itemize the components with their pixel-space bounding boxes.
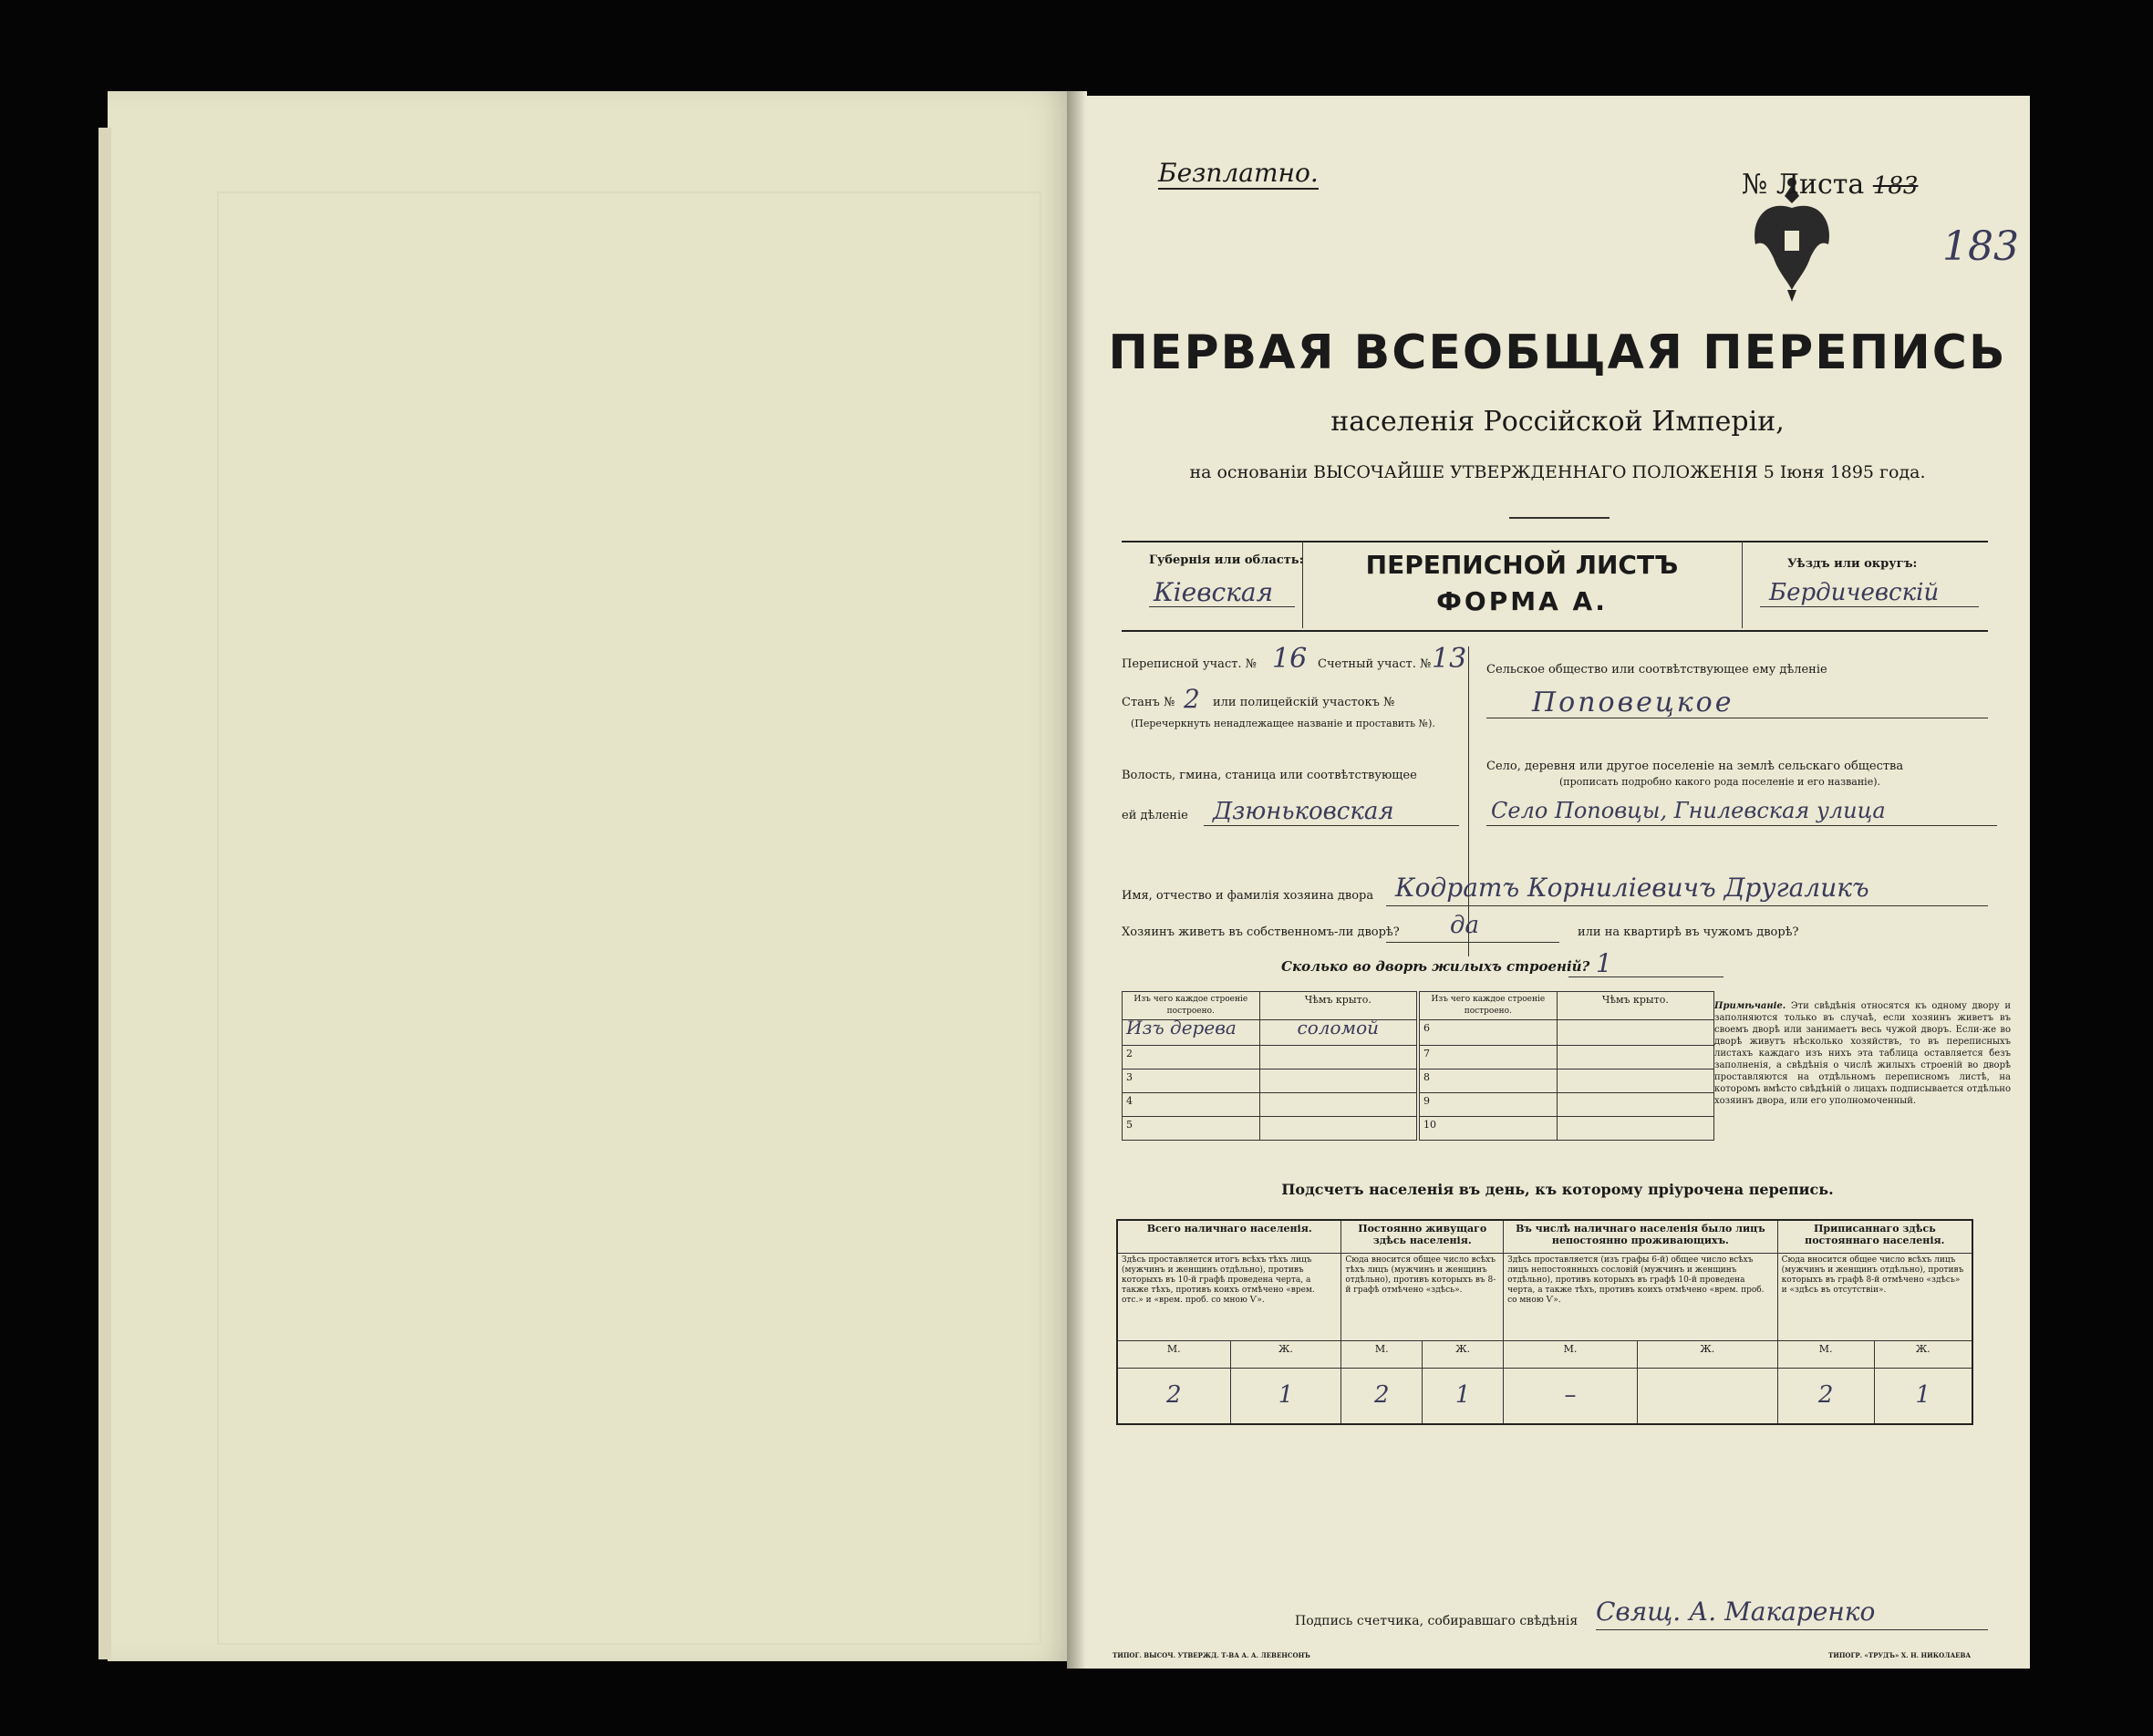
buildings-label: Сколько во дворѣ жилыхъ строеній? bbox=[1281, 958, 1590, 975]
permanent-female-value: 1 bbox=[1423, 1368, 1504, 1424]
signature-label: Подпись счетчика, собиравшаго свѣдѣнія bbox=[1295, 1614, 1579, 1628]
remark-label: Примѣчаніе. bbox=[1714, 1001, 1786, 1011]
remark-text: Эти свѣдѣнія относятся къ одному двору и заполняются только въ случаѣ, если хозяинъ живетъ въ своемъ дворѣ или занимаетъ весь чужой дворъ. Если-же во дворѣ живутъ нѣсколько хозяйствъ, то въ переписныхъ листахъ каждаго изъ нихъ эта таблица оставляется безъ заполненія, а свѣдѣнія о числѣ жилыхъ строеній во дворѣ проставляются на отдѣльномъ переписномъ листѣ, на которомъ вмѣсто свѣдѣній о лицахъ подписывается отдѣльно хозяинъ двора, или его уполномоченный. bbox=[1714, 1001, 2011, 1106]
registered-male-value: 2 bbox=[1777, 1368, 1874, 1424]
transient-male-value: – bbox=[1504, 1368, 1638, 1424]
society-value: Поповецкое bbox=[1532, 687, 1734, 718]
transient-female-value bbox=[1638, 1368, 1778, 1424]
main-title: ПЕРВАЯ ВСЕОБЩАЯ ПЕРЕПИСЬ bbox=[1108, 326, 2007, 380]
count-section-value: 13 bbox=[1432, 643, 1467, 675]
population-summary-table bbox=[1116, 1219, 1973, 1425]
page-stack-edge bbox=[98, 128, 111, 1659]
district-value: Бердичевскій bbox=[1769, 579, 1940, 606]
female-header: Ж. bbox=[1230, 1340, 1341, 1368]
lives-own-value: да bbox=[1450, 912, 1479, 939]
male-header: М. bbox=[1341, 1340, 1423, 1368]
row-number-3: 3 bbox=[1123, 1070, 1260, 1093]
census-section-label: Переписной участ. № bbox=[1122, 657, 1257, 671]
summary-note-permanent: Сюда вносится общее число всѣхъ тѣхъ лицъ (мужчинъ и женщинъ отдѣльно), противъ которыхъ въ 8-й графѣ отмѣчено «здѣсь». bbox=[1341, 1253, 1504, 1340]
summary-col-transient: Въ числѣ наличнаго населенія было лицъ непостоянно проживающихъ. bbox=[1504, 1220, 1778, 1253]
legal-basis: на основаніи ВЫСОЧАЙШЕ УТВЕРЖДЕННАГО ПОЛОЖЕНІЯ 5 Іюня 1895 года. bbox=[1189, 462, 1926, 482]
row-number-4: 4 bbox=[1123, 1093, 1260, 1117]
form-name: ФОРМА А. bbox=[1436, 586, 1608, 616]
police-section-label: или полицейскій участокъ № bbox=[1213, 696, 1395, 709]
row-number-9: 9 bbox=[1418, 1093, 1557, 1117]
volost-label: Волость, гмина, станица или соотвѣтствующее bbox=[1122, 769, 1417, 782]
bleed-through-frame bbox=[217, 191, 1041, 1645]
province-value: Кіевская bbox=[1154, 577, 1274, 607]
society-label: Сельское общество или соотвѣтствующее ему дѣленіе bbox=[1486, 663, 1827, 677]
buildings-col-material-2: Изъ чего каждое строеніе построено. bbox=[1418, 992, 1557, 1020]
row-number-10: 10 bbox=[1418, 1117, 1557, 1141]
summary-note-transient: Здѣсь проставляется (изъ графы 6-й) общее число всѣхъ лицъ непостоянныхъ сословій (мужчинъ и женщинъ отдѣльно), противъ которыхъ въ графѣ 10-й проведена черта, а также тѣхъ, противъ коихъ отмѣчено «врем. проб. со мною Ѵ». bbox=[1504, 1253, 1778, 1340]
male-header: М. bbox=[1117, 1340, 1230, 1368]
count-section-label: Счетный участ. № bbox=[1318, 657, 1432, 671]
male-header: М. bbox=[1777, 1340, 1874, 1368]
female-header: Ж. bbox=[1638, 1340, 1778, 1368]
owner-value: Кодратъ Корниліевичъ Другаликъ bbox=[1395, 873, 1869, 903]
female-header: Ж. bbox=[1874, 1340, 1972, 1368]
present-male-value: 2 bbox=[1117, 1368, 1230, 1424]
cross-out-note: (Перечеркнуть ненадлежащее названіе и проставить №). bbox=[1131, 718, 1435, 729]
subtitle: населенія Россійской Имперіи, bbox=[1330, 406, 1785, 438]
free-label: Безплатно. bbox=[1158, 158, 1319, 188]
buildings-col-roof-2: Чѣмъ крыто. bbox=[1557, 992, 1713, 1020]
census-form-page bbox=[1085, 96, 2030, 1669]
row1-roof: соломой bbox=[1297, 1017, 1380, 1038]
summary-col-present: Всего наличнаго населенія. bbox=[1117, 1220, 1341, 1253]
female-header: Ж. bbox=[1423, 1340, 1504, 1368]
lives-rent-label: или на квартирѣ въ чужомъ дворѣ? bbox=[1578, 925, 1799, 939]
buildings-value: 1 bbox=[1596, 948, 1612, 978]
volost-label-2: ей дѣленіе bbox=[1122, 809, 1188, 822]
buildings-col-roof: Чѣмъ крыто. bbox=[1259, 992, 1418, 1020]
buildings-table bbox=[1122, 991, 1714, 1141]
left-imprint: ТИПОГ. ВЫСОЧ. УТВЕРЖД. Т-ВА А. А. ЛЕВЕНСОНЪ bbox=[1113, 1651, 1310, 1659]
right-imprint: ТИПОГР. «ТРУДЪ» Х. Н. НИКОЛАЕВА bbox=[1828, 1651, 1972, 1659]
summary-col-permanent: Постоянно живущаго здѣсь населенія. bbox=[1341, 1220, 1504, 1253]
summary-title: Подсчетъ населенія въ день, къ которому пріурочена перепись. bbox=[1281, 1181, 1834, 1198]
row-number-2: 2 bbox=[1123, 1046, 1260, 1070]
book-spine bbox=[1067, 91, 1087, 1669]
enumerator-signature: Свящ. А. Макаренко bbox=[1596, 1596, 1876, 1627]
present-female-value: 1 bbox=[1230, 1368, 1341, 1424]
stan-value: 2 bbox=[1184, 684, 1200, 714]
form-title: ПЕРЕПИСНОЙ ЛИСТЪ bbox=[1365, 550, 1679, 580]
volost-value: Дзюньковская bbox=[1213, 798, 1394, 825]
stan-label: Станъ № bbox=[1122, 696, 1175, 709]
summary-note-registered: Сюда вносится общее число всѣхъ лицъ (мужчинъ и женщинъ отдѣльно), противъ которыхъ въ графѣ 8-й отмѣчено «здѣсь» и «здѣсь въ отсутствіи». bbox=[1777, 1253, 1972, 1340]
sheet-number-handwritten: 183 bbox=[1942, 223, 2019, 270]
male-header: М. bbox=[1504, 1340, 1638, 1368]
registered-female-value: 1 bbox=[1874, 1368, 1972, 1424]
village-note: (прописать подробно какого рода поселеніе и его названіе). bbox=[1559, 776, 1880, 788]
row-number-7: 7 bbox=[1418, 1046, 1557, 1070]
province-label: Губернія или область: bbox=[1149, 553, 1304, 567]
remark-note bbox=[1714, 1000, 2011, 1107]
owner-label: Имя, отчество и фамилія хозяина двора bbox=[1122, 889, 1374, 903]
buildings-col-material: Изъ чего каждое строеніе построено. bbox=[1123, 992, 1260, 1020]
left-blank-page bbox=[108, 91, 1076, 1661]
village-label: Село, деревня или другое поселеніе на землѣ сельскаго общества bbox=[1486, 760, 1904, 773]
summary-col-registered: Приписаннаго здѣсь постояннаго населенія. bbox=[1777, 1220, 1972, 1253]
lives-own-label: Хозяинъ живетъ въ собственномъ-ли дворѣ? bbox=[1122, 925, 1400, 939]
district-label: Уѣздъ или округъ: bbox=[1787, 557, 1918, 571]
summary-note-present: Здѣсь проставляется итогъ всѣхъ тѣхъ лицъ (мужчинъ и женщинъ отдѣльно), противъ которыхъ въ 10-й графѣ проведена черта, а также тѣхъ, противъ коихъ отмѣчено «врем. отс.» и «врем. проб. со мною Ѵ». bbox=[1117, 1253, 1341, 1340]
row-number-5: 5 bbox=[1123, 1117, 1260, 1141]
row1-material: Изъ дерева bbox=[1126, 1017, 1237, 1038]
village-value: Село Поповцы, Гнилевская улица bbox=[1491, 798, 1886, 823]
row-number-6: 6 bbox=[1418, 1020, 1557, 1046]
sheet-number-label: № Листа 183 bbox=[1742, 169, 1919, 201]
permanent-male-value: 2 bbox=[1341, 1368, 1423, 1424]
ornament-divider bbox=[1509, 517, 1610, 519]
row-number-8: 8 bbox=[1418, 1070, 1557, 1093]
census-section-value: 16 bbox=[1272, 643, 1308, 675]
